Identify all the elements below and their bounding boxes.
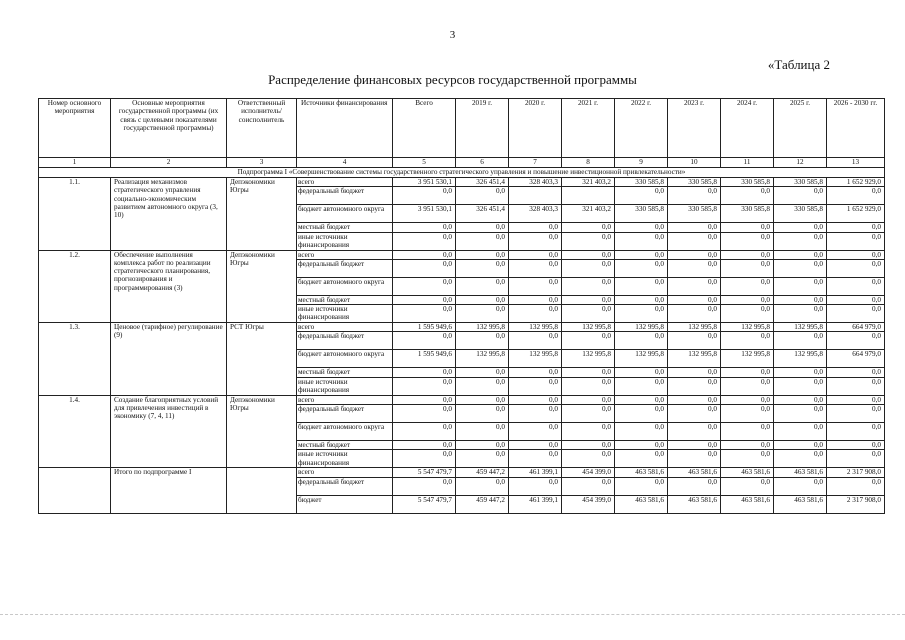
funding-source-cell: бюджет автономного округа <box>297 277 393 295</box>
amount-cell: 1 652 929,0 <box>827 178 885 187</box>
amount-cell: 0,0 <box>668 250 721 259</box>
funding-source-cell: всего <box>297 468 393 477</box>
amount-cell: 0,0 <box>774 277 827 295</box>
funding-source-cell: местный бюджет <box>297 368 393 377</box>
amount-cell: 0,0 <box>615 187 668 205</box>
amount-cell: 461 399,1 <box>509 468 562 477</box>
amount-cell: 664 979,0 <box>827 323 885 332</box>
amount-cell: 0,0 <box>827 377 885 395</box>
amount-cell: 0,0 <box>721 368 774 377</box>
amount-cell: 0,0 <box>509 423 562 441</box>
amount-cell: 0,0 <box>668 277 721 295</box>
amount-cell: 0,0 <box>774 368 827 377</box>
amount-cell: 0,0 <box>615 232 668 250</box>
amount-cell: 0,0 <box>509 232 562 250</box>
amount-cell: 0,0 <box>827 450 885 468</box>
amount-cell: 0,0 <box>668 187 721 205</box>
amount-cell: 0,0 <box>615 405 668 423</box>
measure-name: Ценовое (тарифное) регулирование (9) <box>111 323 227 396</box>
amount-cell: 132 995,8 <box>509 323 562 332</box>
amount-cell: 2 317 908,0 <box>827 495 885 513</box>
table-row <box>39 395 885 404</box>
amount-cell: 132 995,8 <box>509 350 562 368</box>
amount-cell: 0,0 <box>393 223 456 232</box>
responsible-executor: Депэкономики Югры <box>227 395 297 468</box>
header-cell: Источники финансирования <box>297 99 393 158</box>
amount-cell: 330 585,8 <box>668 178 721 187</box>
amount-cell: 463 581,6 <box>615 468 668 477</box>
amount-cell: 0,0 <box>668 477 721 495</box>
column-number-row <box>39 158 885 168</box>
amount-cell: 0,0 <box>721 187 774 205</box>
amount-cell: 454 399,0 <box>562 495 615 513</box>
amount-cell: 0,0 <box>393 187 456 205</box>
funding-source-cell: бюджет автономного округа <box>297 205 393 223</box>
total-blank-cell <box>39 468 111 513</box>
amount-cell: 0,0 <box>562 232 615 250</box>
amount-cell: 0,0 <box>774 232 827 250</box>
amount-cell: 0,0 <box>721 332 774 350</box>
header-row <box>39 99 885 158</box>
amount-cell: 0,0 <box>668 305 721 323</box>
measure-number: 1.1. <box>39 178 111 251</box>
amount-cell: 0,0 <box>774 250 827 259</box>
amount-cell: 132 995,8 <box>615 350 668 368</box>
column-number-cell: 7 <box>509 158 562 168</box>
amount-cell: 0,0 <box>393 295 456 304</box>
funding-source-cell: всего <box>297 395 393 404</box>
amount-cell: 0,0 <box>562 405 615 423</box>
amount-cell: 132 995,8 <box>721 323 774 332</box>
amount-cell: 330 585,8 <box>721 205 774 223</box>
funding-source-cell: иные источники финансирования <box>297 450 393 468</box>
amount-cell: 463 581,6 <box>774 495 827 513</box>
amount-cell: 3 951 530,1 <box>393 205 456 223</box>
funding-source-cell: местный бюджет <box>297 295 393 304</box>
amount-cell <box>562 187 615 205</box>
amount-cell: 1 595 949,6 <box>393 350 456 368</box>
table-tag: «Таблица 2 <box>767 57 830 72</box>
column-number-cell: 6 <box>456 158 509 168</box>
amount-cell: 0,0 <box>456 232 509 250</box>
header-cell: 2019 г. <box>456 99 509 158</box>
amount-cell: 1 652 929,0 <box>827 205 885 223</box>
amount-cell: 0,0 <box>393 441 456 450</box>
table-row <box>39 323 885 332</box>
column-number-cell: 8 <box>562 158 615 168</box>
amount-cell: 0,0 <box>615 305 668 323</box>
amount-cell: 0,0 <box>456 250 509 259</box>
amount-cell: 0,0 <box>509 477 562 495</box>
amount-cell: 0,0 <box>774 377 827 395</box>
header-cell: 2026 - 2030 гг. <box>827 99 885 158</box>
header-cell: 2020 г. <box>509 99 562 158</box>
header-cell: 2024 г. <box>721 99 774 158</box>
amount-cell: 330 585,8 <box>615 205 668 223</box>
page-number: 3 <box>449 29 456 41</box>
column-number-cell: 1 <box>39 158 111 168</box>
amount-cell: 463 581,6 <box>668 495 721 513</box>
funding-source-cell: всего <box>297 323 393 332</box>
amount-cell: 0,0 <box>721 250 774 259</box>
amount-cell: 0,0 <box>668 405 721 423</box>
amount-cell: 0,0 <box>827 423 885 441</box>
amount-cell: 0,0 <box>827 232 885 250</box>
amount-cell: 0,0 <box>562 441 615 450</box>
column-number-cell: 2 <box>111 158 227 168</box>
amount-cell: 463 581,6 <box>721 495 774 513</box>
column-number-cell: 5 <box>393 158 456 168</box>
amount-cell: 0,0 <box>509 305 562 323</box>
amount-cell: 0,0 <box>456 368 509 377</box>
measure-name: Обеспечение выполнения комплекса работ по реализации стратегического планирования, прогнозирования и программирования (3) <box>111 250 227 323</box>
amount-cell: 321 403,2 <box>562 205 615 223</box>
table-row <box>39 468 885 477</box>
responsible-executor: Депэкономики Югры <box>227 178 297 251</box>
amount-cell: 0,0 <box>668 368 721 377</box>
amount-cell: 0,0 <box>827 259 885 277</box>
amount-cell: 0,0 <box>456 477 509 495</box>
amount-cell: 0,0 <box>668 441 721 450</box>
measure-name: Создание благоприятных условий для привлечения инвестиций в экономику (7, 4, 11) <box>111 395 227 468</box>
amount-cell: 0,0 <box>456 377 509 395</box>
amount-cell: 0,0 <box>393 377 456 395</box>
responsible-executor: РСТ Югры <box>227 323 297 396</box>
amount-cell: 132 995,8 <box>562 350 615 368</box>
amount-cell: 0,0 <box>721 405 774 423</box>
column-number-cell: 10 <box>668 158 721 168</box>
amount-cell: 2 317 908,0 <box>827 468 885 477</box>
amount-cell: 0,0 <box>615 223 668 232</box>
header-cell: Всего <box>393 99 456 158</box>
amount-cell: 0,0 <box>562 377 615 395</box>
amount-cell: 0,0 <box>774 450 827 468</box>
amount-cell: 463 581,6 <box>615 495 668 513</box>
amount-cell: 0,0 <box>668 223 721 232</box>
document-title: Распределение финансовых ресурсов государственной программы <box>268 72 637 87</box>
amount-cell: 0,0 <box>721 377 774 395</box>
amount-cell: 0,0 <box>562 223 615 232</box>
amount-cell: 326 451,4 <box>456 205 509 223</box>
amount-cell: 0,0 <box>562 423 615 441</box>
amount-cell: 0,0 <box>668 332 721 350</box>
funding-source-cell: федеральный бюджет <box>297 259 393 277</box>
amount-cell: 0,0 <box>509 368 562 377</box>
amount-cell: 321 403,2 <box>562 178 615 187</box>
header-cell: 2021 г. <box>562 99 615 158</box>
amount-cell: 0,0 <box>721 395 774 404</box>
amount-cell: 0,0 <box>456 395 509 404</box>
amount-cell: 0,0 <box>615 368 668 377</box>
amount-cell: 0,0 <box>393 305 456 323</box>
amount-cell: 0,0 <box>827 250 885 259</box>
funding-source-cell: всего <box>297 178 393 187</box>
funding-source-cell: бюджет автономного округа <box>297 423 393 441</box>
header-cell: Ответственный исполнитель/ соисполнитель <box>227 99 297 158</box>
amount-cell: 1 595 949,6 <box>393 323 456 332</box>
amount-cell: 0,0 <box>721 223 774 232</box>
funding-source-cell: федеральный бюджет <box>297 332 393 350</box>
amount-cell: 0,0 <box>827 187 885 205</box>
amount-cell: 0,0 <box>393 368 456 377</box>
amount-cell: 330 585,8 <box>774 205 827 223</box>
amount-cell: 0,0 <box>721 295 774 304</box>
amount-cell: 0,0 <box>393 332 456 350</box>
amount-cell: 0,0 <box>393 423 456 441</box>
amount-cell: 0,0 <box>562 259 615 277</box>
amount-cell: 0,0 <box>509 277 562 295</box>
amount-cell: 0,0 <box>615 477 668 495</box>
amount-cell: 0,0 <box>393 450 456 468</box>
amount-cell: 0,0 <box>668 377 721 395</box>
amount-cell: 0,0 <box>393 395 456 404</box>
amount-cell: 0,0 <box>509 450 562 468</box>
amount-cell: 132 995,8 <box>456 350 509 368</box>
amount-cell: 0,0 <box>509 395 562 404</box>
amount-cell <box>509 187 562 205</box>
amount-cell: 0,0 <box>774 423 827 441</box>
amount-cell: 328 403,3 <box>509 178 562 187</box>
amount-cell: 0,0 <box>509 250 562 259</box>
amount-cell: 330 585,8 <box>721 178 774 187</box>
amount-cell: 0,0 <box>393 405 456 423</box>
column-number-cell: 12 <box>774 158 827 168</box>
amount-cell: 0,0 <box>827 277 885 295</box>
funding-source-cell: федеральный бюджет <box>297 477 393 495</box>
amount-cell: 0,0 <box>827 441 885 450</box>
amount-cell: 0,0 <box>668 259 721 277</box>
column-number-cell: 11 <box>721 158 774 168</box>
amount-cell: 0,0 <box>456 332 509 350</box>
amount-cell: 132 995,8 <box>774 323 827 332</box>
amount-cell: 0,0 <box>562 250 615 259</box>
measure-number: 1.3. <box>39 323 111 396</box>
funding-source-cell: иные источники финансирования <box>297 305 393 323</box>
amount-cell: 132 995,8 <box>615 323 668 332</box>
amount-cell: 463 581,6 <box>774 468 827 477</box>
header-cell: 2023 г. <box>668 99 721 158</box>
amount-cell: 0,0 <box>774 395 827 404</box>
funding-source-cell: всего <box>297 250 393 259</box>
amount-cell: 461 399,1 <box>509 495 562 513</box>
amount-cell: 0,0 <box>721 450 774 468</box>
amount-cell: 0,0 <box>562 332 615 350</box>
amount-cell: 0,0 <box>827 395 885 404</box>
amount-cell: 0,0 <box>615 377 668 395</box>
amount-cell: 459 447,2 <box>456 468 509 477</box>
amount-cell: 0,0 <box>456 305 509 323</box>
amount-cell: 0,0 <box>393 477 456 495</box>
scan-edge-line <box>0 614 905 615</box>
amount-cell: 0,0 <box>456 441 509 450</box>
amount-cell: 0,0 <box>827 305 885 323</box>
amount-cell: 0,0 <box>721 305 774 323</box>
amount-cell: 3 951 530,1 <box>393 178 456 187</box>
amount-cell: 0,0 <box>509 259 562 277</box>
amount-cell: 0,0 <box>562 368 615 377</box>
amount-cell: 330 585,8 <box>774 178 827 187</box>
funding-source-cell: бюджет <box>297 495 393 513</box>
amount-cell: 0,0 <box>562 305 615 323</box>
amount-cell: 463 581,6 <box>721 468 774 477</box>
amount-cell: 0,0 <box>509 405 562 423</box>
total-blank-cell <box>227 468 297 513</box>
measure-number: 1.2. <box>39 250 111 323</box>
amount-cell: 0,0 <box>827 368 885 377</box>
financial-resources-table <box>38 98 885 514</box>
amount-cell: 330 585,8 <box>615 178 668 187</box>
funding-source-cell: федеральный бюджет <box>297 187 393 205</box>
amount-cell: 0,0 <box>774 405 827 423</box>
header-cell: 2022 г. <box>615 99 668 158</box>
responsible-executor: Депэкономики Югры <box>227 250 297 323</box>
amount-cell: 0,0 <box>668 295 721 304</box>
amount-cell: 0,0 <box>774 295 827 304</box>
column-number-cell: 3 <box>227 158 297 168</box>
amount-cell: 5 547 479,7 <box>393 468 456 477</box>
amount-cell: 463 581,6 <box>668 468 721 477</box>
amount-cell: 0,0 <box>456 450 509 468</box>
amount-cell: 0,0 <box>827 223 885 232</box>
amount-cell: 132 995,8 <box>668 350 721 368</box>
amount-cell: 0,0 <box>774 259 827 277</box>
amount-cell: 326 451,4 <box>456 178 509 187</box>
amount-cell: 0,0 <box>562 295 615 304</box>
amount-cell: 0,0 <box>827 295 885 304</box>
amount-cell: 0,0 <box>456 405 509 423</box>
amount-cell: 328 403,3 <box>509 205 562 223</box>
amount-cell: 0,0 <box>615 277 668 295</box>
amount-cell: 0,0 <box>668 395 721 404</box>
amount-cell: 0,0 <box>562 477 615 495</box>
amount-cell: 0,0 <box>721 477 774 495</box>
amount-cell: 0,0 <box>668 423 721 441</box>
amount-cell: 0,0 <box>562 395 615 404</box>
subprogram-row <box>39 168 885 178</box>
amount-cell: 0,0 <box>509 295 562 304</box>
amount-cell: 664 979,0 <box>827 350 885 368</box>
table-body <box>39 158 885 514</box>
measure-name: Реализация механизмов стратегического управления социально-экономическим развитием автономного округа (3, 10) <box>111 178 227 251</box>
amount-cell: 0,0 <box>615 450 668 468</box>
column-number-cell: 13 <box>827 158 885 168</box>
amount-cell: 0,0 <box>827 332 885 350</box>
amount-cell: 0,0 <box>827 405 885 423</box>
amount-cell: 0,0 <box>774 477 827 495</box>
amount-cell: 0,0 <box>393 232 456 250</box>
amount-cell: 0,0 <box>721 232 774 250</box>
amount-cell: 330 585,8 <box>668 205 721 223</box>
amount-cell: 0,0 <box>393 250 456 259</box>
amount-cell: 0,0 <box>509 223 562 232</box>
amount-cell: 0,0 <box>774 441 827 450</box>
amount-cell: 132 995,8 <box>774 350 827 368</box>
amount-cell: 0,0 <box>774 187 827 205</box>
amount-cell: 132 995,8 <box>668 323 721 332</box>
amount-cell: 0,0 <box>774 332 827 350</box>
amount-cell: 0,0 <box>456 259 509 277</box>
amount-cell: 132 995,8 <box>562 323 615 332</box>
amount-cell: 0,0 <box>509 377 562 395</box>
amount-cell: 0,0 <box>615 395 668 404</box>
amount-cell: 454 399,0 <box>562 468 615 477</box>
amount-cell: 0,0 <box>456 277 509 295</box>
amount-cell: 0,0 <box>615 423 668 441</box>
amount-cell: 0,0 <box>509 332 562 350</box>
column-number-cell: 4 <box>297 158 393 168</box>
amount-cell: 0,0 <box>615 295 668 304</box>
column-number-cell: 9 <box>615 158 668 168</box>
amount-cell: 0,0 <box>456 187 509 205</box>
funding-source-cell: федеральный бюджет <box>297 405 393 423</box>
header-cell: 2025 г. <box>774 99 827 158</box>
amount-cell: 0,0 <box>721 259 774 277</box>
amount-cell: 0,0 <box>774 305 827 323</box>
subprogram-title: Подпрограмма I «Совершенствование системы государственного стратегического управления и повышение инвестиционной привлекательности» <box>39 168 885 178</box>
amount-cell: 0,0 <box>509 441 562 450</box>
total-label: Итого по подпрограмме I <box>111 468 227 513</box>
amount-cell: 459 447,2 <box>456 495 509 513</box>
amount-cell: 132 995,8 <box>456 323 509 332</box>
table-row <box>39 250 885 259</box>
header-cell: Основные мероприятия государственной программы (их связь с целевыми показателями государственной программы) <box>111 99 227 158</box>
amount-cell: 0,0 <box>562 277 615 295</box>
funding-source-cell: иные источники финансирования <box>297 377 393 395</box>
funding-source-cell: местный бюджет <box>297 441 393 450</box>
amount-cell: 0,0 <box>615 250 668 259</box>
amount-cell: 0,0 <box>615 441 668 450</box>
amount-cell: 0,0 <box>668 232 721 250</box>
amount-cell: 0,0 <box>456 423 509 441</box>
amount-cell: 0,0 <box>615 259 668 277</box>
amount-cell: 0,0 <box>615 332 668 350</box>
amount-cell: 0,0 <box>456 223 509 232</box>
amount-cell: 0,0 <box>393 277 456 295</box>
amount-cell: 0,0 <box>827 477 885 495</box>
funding-source-cell: местный бюджет <box>297 223 393 232</box>
amount-cell: 0,0 <box>774 223 827 232</box>
amount-cell: 0,0 <box>721 423 774 441</box>
amount-cell: 0,0 <box>668 450 721 468</box>
table-row <box>39 178 885 187</box>
amount-cell: 0,0 <box>456 295 509 304</box>
amount-cell: 0,0 <box>721 441 774 450</box>
amount-cell: 0,0 <box>562 450 615 468</box>
measure-number: 1.4. <box>39 395 111 468</box>
amount-cell: 0,0 <box>721 277 774 295</box>
amount-cell: 5 547 479,7 <box>393 495 456 513</box>
funding-source-cell: бюджет автономного округа <box>297 350 393 368</box>
header-cell: Номер основного мероприятия <box>39 99 111 158</box>
amount-cell: 0,0 <box>393 259 456 277</box>
funding-source-cell: иные источники финансирования <box>297 232 393 250</box>
amount-cell: 132 995,8 <box>721 350 774 368</box>
